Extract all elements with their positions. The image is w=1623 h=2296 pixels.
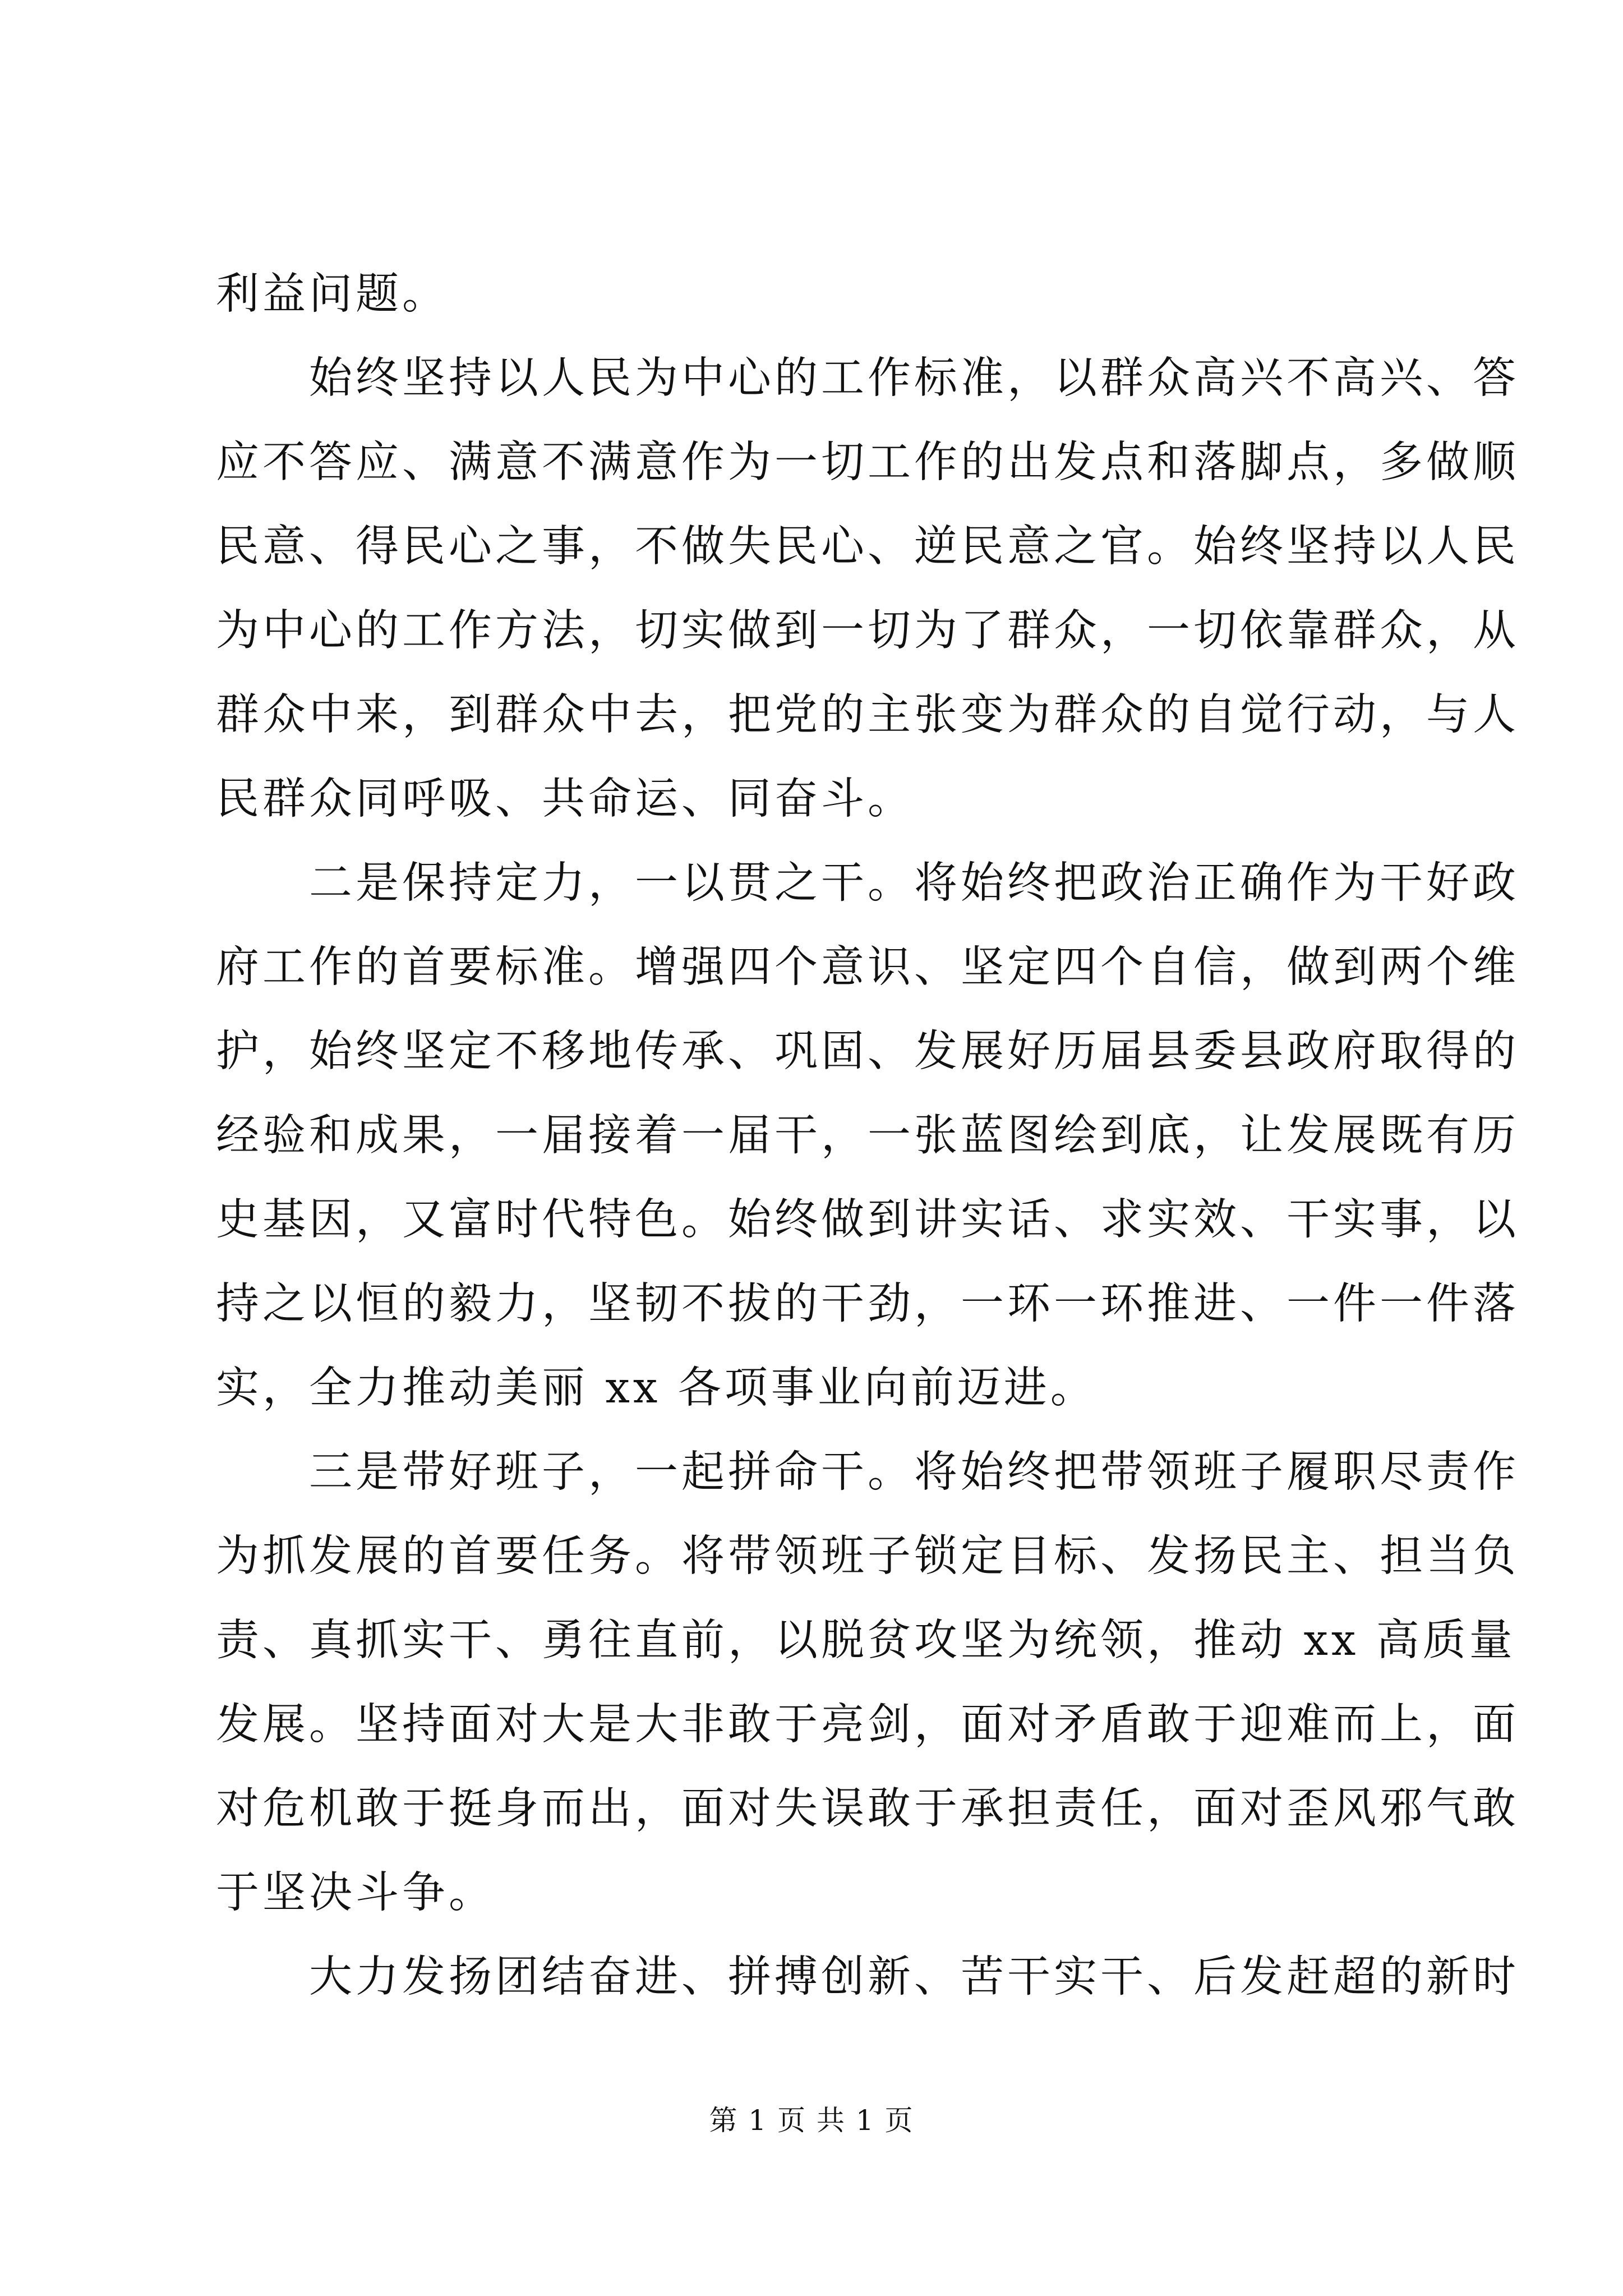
text-line: 护，始终坚定不移地传承、巩固、发展好历届县委县政府取得的 (216, 1027, 1519, 1076)
text-line: 经验和成果，一届接着一届干，一张蓝图绘到底，让发展既有历 (216, 1111, 1519, 1161)
text-line: 持之以恒的毅力，坚韧不拔的干劲，一环一环推进、一件一件落 (216, 1279, 1519, 1329)
text-line: 民群众同呼吸、共命运、同奋斗。 (216, 774, 914, 824)
text-line: 为中心的工作方法，切实做到一切为了群众，一切依靠群众，从 (216, 606, 1519, 656)
text-line: 为抓发展的首要任务。将带领班子锁定目标、发扬民主、担当负 (216, 1531, 1519, 1581)
page-footer: 第 1 页 共 1 页 (709, 2104, 914, 2137)
text-line: 史基因，又富时代特色。始终做到讲实话、求实效、干实事，以 (216, 1195, 1519, 1245)
text-line: 群众中来，到群众中去，把党的主张变为群众的自觉行动，与人 (216, 690, 1519, 740)
paragraph-first-line: 二是保持定力，一以贯之干。将始终把政治正确作为干好政 (309, 858, 1519, 908)
paragraph-first-line: 大力发扬团结奋进、拼搏创新、苦干实干、后发赶超的新时 (309, 1952, 1519, 2002)
text-line: 责、真抓实干、勇往直前，以脱贫攻坚为统领，推动 xx 高质量 (216, 1616, 1516, 1665)
text-line: 利益问题。 (216, 269, 449, 319)
paragraph-first-line: 三是带好班子，一起拼命干。将始终把带领班子履职尽责作 (309, 1447, 1519, 1497)
text-line: 府工作的首要标准。增强四个意识、坚定四个自信，做到两个维 (216, 942, 1519, 992)
text-line: 应不答应、满意不满意作为一切工作的出发点和落脚点，多做顺 (216, 438, 1519, 487)
paragraph-first-line: 始终坚持以人民为中心的工作标准，以群众高兴不高兴、答 (309, 353, 1519, 403)
text-line: 对危机敢于挺身而出，面对失误敢于承担责任，面对歪风邪气敢 (216, 1784, 1519, 1834)
document-body (216, 252, 1519, 2019)
text-line: 于坚决斗争。 (216, 1868, 495, 1918)
text-line: 实，全力推动美丽 xx 各项事业向前迈进。 (216, 1363, 1097, 1413)
text-line: 民意、得民心之事，不做失民心、逆民意之官。始终坚持以人民 (216, 522, 1519, 572)
text-line: 发展。坚持面对大是大非敢于亮剑，面对矛盾敢于迎难而上，面 (216, 1700, 1519, 1750)
